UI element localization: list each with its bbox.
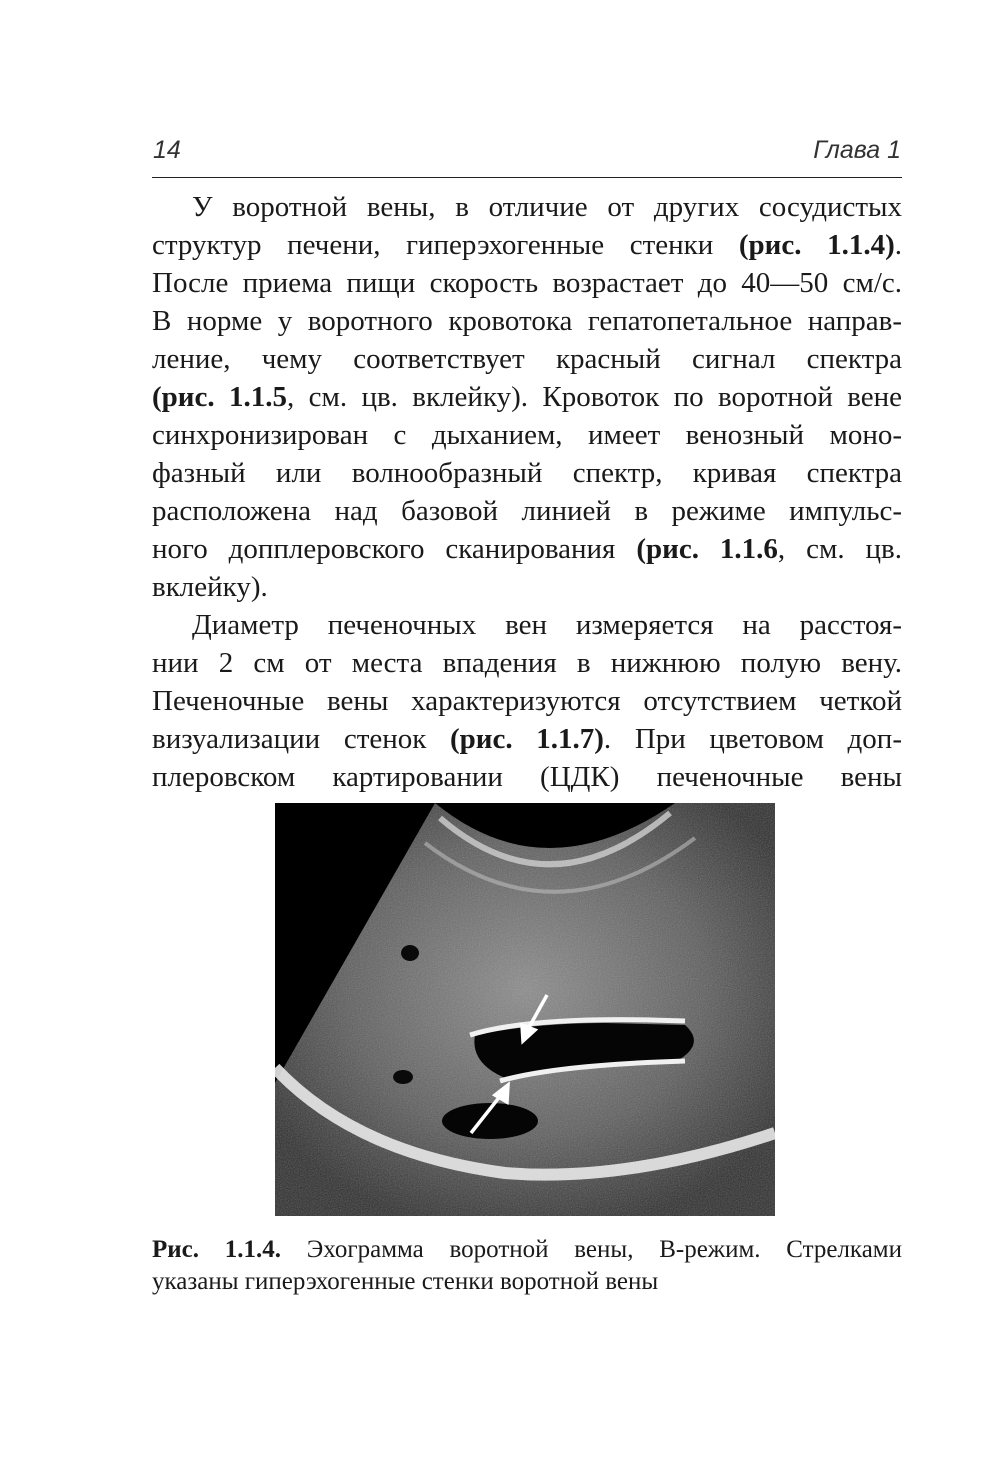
caption-line: указаны гиперэхогенные стенки воротной вены xyxy=(152,1268,659,1295)
ultrasound-figure xyxy=(275,803,775,1216)
text-line: нии 2 см от места впадения в нижнюю полую вену. xyxy=(152,647,902,679)
figure-reference: (рис. 1.1.7) xyxy=(450,723,604,755)
text-line: В норме у воротного кровотока гепатопетальное направ- xyxy=(152,305,902,337)
text-line: синхронизирован с дыханием, имеет венозный моно- xyxy=(152,419,902,451)
text-line: расположена над базовой линией в режиме импульс- xyxy=(152,495,902,527)
text-line: ление, чему соответствует красный сигнал спектра xyxy=(152,343,902,375)
figure-caption xyxy=(152,1234,902,1298)
body-text xyxy=(152,188,902,796)
figure-reference: (рис. 1.1.5 xyxy=(152,381,287,413)
text-line: визуализации стенок (рис. 1.1.7). При цветовом доп- xyxy=(152,723,902,755)
text-line: У воротной вены, в отличие от других сосудистых xyxy=(192,191,902,223)
figure-reference: (рис. 1.1.6 xyxy=(636,533,778,565)
text-line: ного допплеровского сканирования (рис. 1.1.6, см. цв. xyxy=(152,533,902,565)
text-line: структур печени, гиперэхогенные стенки (рис. 1.1.4). xyxy=(152,229,902,261)
text-line: (рис. 1.1.5, см. цв. вклейку). Кровоток по воротной вене xyxy=(152,381,902,413)
chapter-label: Глава 1 xyxy=(813,136,901,164)
text-line: Диаметр печеночных вен измеряется на расстоя- xyxy=(192,609,902,641)
running-header xyxy=(153,136,901,176)
text-line: вклейку). xyxy=(152,571,268,603)
text-line: фазный или волнообразный спектр, кривая спектра xyxy=(152,457,902,489)
figure-reference: (рис. 1.1.4) xyxy=(738,229,895,261)
caption-line: Рис. 1.1.4. Эхограмма воротной вены, В-режим. Стрелками xyxy=(152,1236,902,1263)
text-line: После приема пищи скорость возрастает до 40—50 см/с. xyxy=(152,267,902,299)
text-line: Печеночные вены характеризуются отсутствием четкой xyxy=(152,685,902,717)
page-number: 14 xyxy=(153,136,181,164)
ultrasound-image-icon xyxy=(275,803,775,1216)
header-rule xyxy=(152,177,902,178)
text-line: плеровском картировании (ЦДК) печеночные вены xyxy=(152,761,902,793)
caption-label: Рис. 1.1.4. xyxy=(152,1236,282,1263)
